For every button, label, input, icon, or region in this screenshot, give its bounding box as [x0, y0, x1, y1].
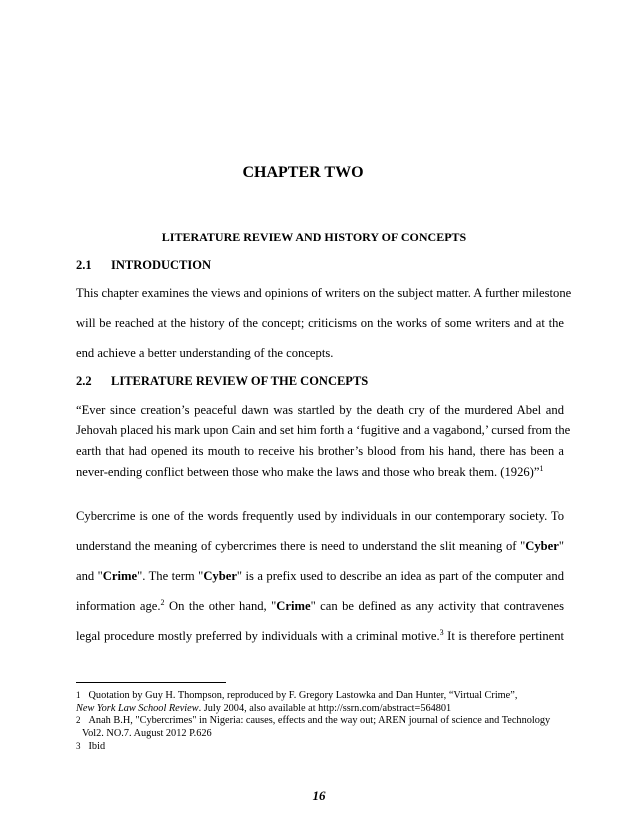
- footnote-ref-1: 1: [539, 463, 544, 473]
- para-line-3: and "Crime". The term "Cyber" is a prefix used to describe an idea as part of the computer and: [76, 569, 564, 583]
- footnote-3-mark: 3: [76, 741, 81, 751]
- quote-line-1: “Ever since creation’s peaceful dawn was startled by the death cry of the murdered Abel and: [76, 403, 564, 417]
- para-line-4: information age.$^2$ On the other hand, "Crime" can be defined as any activity that contravenes: [76, 597, 565, 613]
- footnote-1: 1 Quotation by Guy H. Thompson, reproduced by F. Gregory Lastowka and Dan Hunter, “Virtual Crime”,: [76, 690, 518, 701]
- quote-line-2: Jehovah placed his mark upon Cain and set him forth a ‘fugitive and a vagabond,’ cursed from the: [76, 423, 571, 437]
- section-title-introduction: INTRODUCTION: [111, 258, 212, 272]
- footnote-ref-3: 3: [439, 627, 444, 637]
- footnote-2-cont: Vol2. NO.7. August 2012 P.626: [82, 728, 212, 739]
- section-number-2-1: 2.1: [76, 258, 92, 272]
- term-crime: Crime: [276, 599, 311, 613]
- para-line-2: understand the meaning of cybercrimes there is need to understand the slit meaning of "Cyber": [76, 539, 564, 553]
- term-crime: Crime: [102, 569, 138, 583]
- footnote-1-cont: New York Law School Review. July 2004, also available at http://ssrn.com/abstract=564801: [76, 703, 452, 714]
- intro-line-2: will be reached at the history of the concept; criticisms on the works of some writers and at the: [76, 316, 564, 330]
- term-cyber: Cyber: [525, 539, 559, 553]
- footnote-2-mark: 2: [76, 715, 81, 725]
- intro-line-1: This chapter examines the views and opinions of writers on the subject matter. A further milestone: [76, 286, 572, 300]
- section-title-literature-review: LITERATURE REVIEW OF THE CONCEPTS: [111, 374, 369, 388]
- footnote-separator: [76, 682, 226, 683]
- footnote-2: 2 Anah B.H, "Cybercrimes" in Nigeria: causes, effects and the way out; AREN journal of science and Technology: [76, 715, 551, 726]
- term-cyber: Cyber: [203, 569, 237, 583]
- footnote-1-mark: 1: [76, 690, 81, 700]
- section-number-2-2: 2.2: [76, 374, 92, 388]
- footnote-3: 3 Ibid: [76, 741, 106, 752]
- journal-title: New York Law School Review: [76, 703, 199, 714]
- page-number: 16: [312, 788, 326, 803]
- chapter-subtitle: LITERATURE REVIEW AND HISTORY OF CONCEPTS: [161, 230, 467, 244]
- chapter-title: CHAPTER TWO: [242, 164, 364, 181]
- para-line-5: legal procedure mostly preferred by individuals with a criminal motive.$^3$ It is therefore pertinent: [76, 627, 565, 643]
- intro-line-3: end achieve a better understanding of the concepts.: [76, 346, 334, 360]
- para-line-1: Cybercrime is one of the words frequently used by individuals in our contemporary society. To: [76, 509, 564, 523]
- quote-line-4: never-ending conflict between those who make the laws and those who break them. (1926)”$^1$: [76, 463, 544, 479]
- quote-line-3: earth that had opened its mouth to receive his brother’s blood from his hand, there has been a: [76, 444, 564, 458]
- footnote-ref-2: 2: [160, 597, 165, 607]
